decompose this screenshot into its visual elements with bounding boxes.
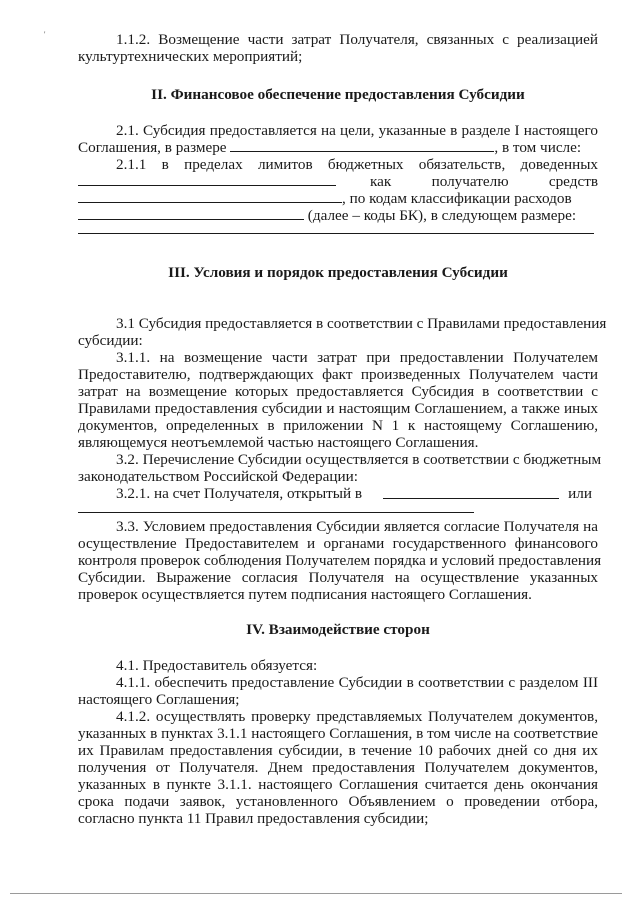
- paragraph-2-1-1-line-1: 2.1.1 в пределах лимитов бюджетных обязательств, доведенных: [116, 156, 598, 173]
- bk-codes-blank-field: [78, 207, 304, 220]
- paragraph-4-1-2-line-6: срока подачи заявок, установленного Объявлением о проведении отбора,: [78, 793, 598, 810]
- paragraph-2-1-1-text-3: , по кодам классификации расходов: [342, 190, 572, 207]
- paragraph-4-1-2-line-5: указанных в пункте 3.1.1. настоящего Соглашения считается день окончания: [78, 776, 598, 793]
- paragraph-3-2-1-text-b: или: [568, 485, 592, 502]
- scan-mark: ': [44, 30, 46, 39]
- section-4-title: IV. Взаимодействие сторон: [246, 621, 430, 638]
- paragraph-3-3-line-5: проверок осуществляется путем подписания настоящего Соглашения.: [78, 586, 532, 603]
- paragraph-3-1-1-line-1: 3.1.1. на возмещение части затрат при предоставлении Получателем: [116, 349, 598, 366]
- paragraph-3-1-1-line-3: затрат на возмещение которых предоставляется Субсидия в соответствии с: [78, 383, 598, 400]
- paragraph-3-3-line-2: осуществление Предоставителем и органами государственного финансового: [78, 535, 598, 552]
- paragraph-2-1-text-a: Соглашения, в размере: [78, 139, 227, 156]
- blank-line-full: [78, 233, 594, 234]
- blank-line-account: [78, 512, 474, 513]
- paragraph-2-1-1-text-2: как получателю средств: [370, 173, 598, 190]
- paragraph-1-1-2-line-1: 1.1.2. Возмещение части затрат Получателя, связанных с реализацией: [116, 31, 598, 48]
- paragraph-4-1: 4.1. Предоставитель обязуется:: [116, 657, 318, 674]
- paragraph-4-1-2-line-7: согласно пункта 11 Правил предоставления субсидии;: [78, 810, 429, 827]
- paragraph-2-1-1-line-4: [78, 207, 598, 224]
- paragraph-3-3-line-3: контроля проверок соблюдения Получателем порядка и условий предоставления: [78, 552, 602, 569]
- paragraph-4-1-2-line-2: указанных в пунктах 3.1.1 настоящего Соглашения, в том числе на соответствие: [78, 725, 598, 742]
- paragraph-3-1-1-line-4: Правилами предоставления субсидии и настоящим Соглашением, а также иных: [78, 400, 598, 417]
- limits-blank-field: [78, 173, 336, 186]
- paragraph-3-1-1-line-2: Предоставителю, подтверждающих факт произведенных Получателем части: [78, 366, 598, 383]
- paragraph-3-1-1-line-6: являющемуся неотъемлемой частью настоящего Соглашения.: [78, 434, 479, 451]
- paragraph-3-2-1-text-a: 3.2.1. на счет Получателя, открытый в: [116, 485, 363, 502]
- paragraph-3-2-line-2: законодательством Российской Федерации:: [78, 468, 358, 485]
- section-2-title: II. Финансовое обеспечение предоставления Субсидии: [151, 86, 525, 103]
- recipient-blank-field: [78, 190, 342, 203]
- paragraph-3-3-line-1: 3.3. Условием предоставления Субсидии является согласие Получателя на: [116, 518, 598, 535]
- paragraph-3-1-line-1: 3.1 Субсидия предоставляется в соответствии с Правилами предоставления: [116, 315, 607, 332]
- paragraph-4-1-2-line-1: 4.1.2. осуществлять проверку представляемых Получателем документов,: [116, 708, 598, 725]
- paragraph-2-1-line-2: [78, 139, 598, 156]
- paragraph-2-1-text-b: , в том числе:: [494, 139, 582, 156]
- amount-blank-field: [230, 139, 494, 152]
- paragraph-2-1-line-1: 2.1. Субсидия предоставляется на цели, указанные в разделе I настоящего: [116, 122, 598, 139]
- page-bottom-edge: [10, 893, 622, 894]
- paragraph-2-1-1-line-3: [78, 190, 598, 207]
- paragraph-4-1-2-line-3: их Правилам предоставления субсидии, в течение 10 рабочих дней со дня их: [78, 742, 598, 759]
- paragraph-3-2-line-1: 3.2. Перечисление Субсидии осуществляется в соответствии с бюджетным: [116, 451, 602, 468]
- paragraph-4-1-1-line-2: настоящего Соглашения;: [78, 691, 240, 708]
- paragraph-4-1-2-line-4: получения от Получателя. Днем предоставления Получателем документов,: [78, 759, 598, 776]
- paragraph-1-1-2-line-2: культуртехнических мероприятий;: [78, 48, 303, 65]
- section-3-title: III. Условия и порядок предоставления Субсидии: [168, 264, 508, 281]
- paragraph-3-1-1-line-5: документов, определенных в приложении N 1 к настоящему Соглашению,: [78, 417, 598, 434]
- paragraph-3-1-line-2: субсидии:: [78, 332, 143, 349]
- bank-blank-field: [383, 486, 559, 499]
- paragraph-3-3-line-4: Субсидии. Выражение согласия Получателя на осуществление указанных: [78, 569, 598, 586]
- paragraph-2-1-1-text-4: (далее – коды БК), в следующем размере:: [307, 207, 577, 224]
- paragraph-4-1-1-line-1: 4.1.1. обеспечить предоставление Субсидии в соответствии с разделом III: [116, 674, 598, 691]
- paragraph-2-1-1-line-2: [78, 173, 598, 190]
